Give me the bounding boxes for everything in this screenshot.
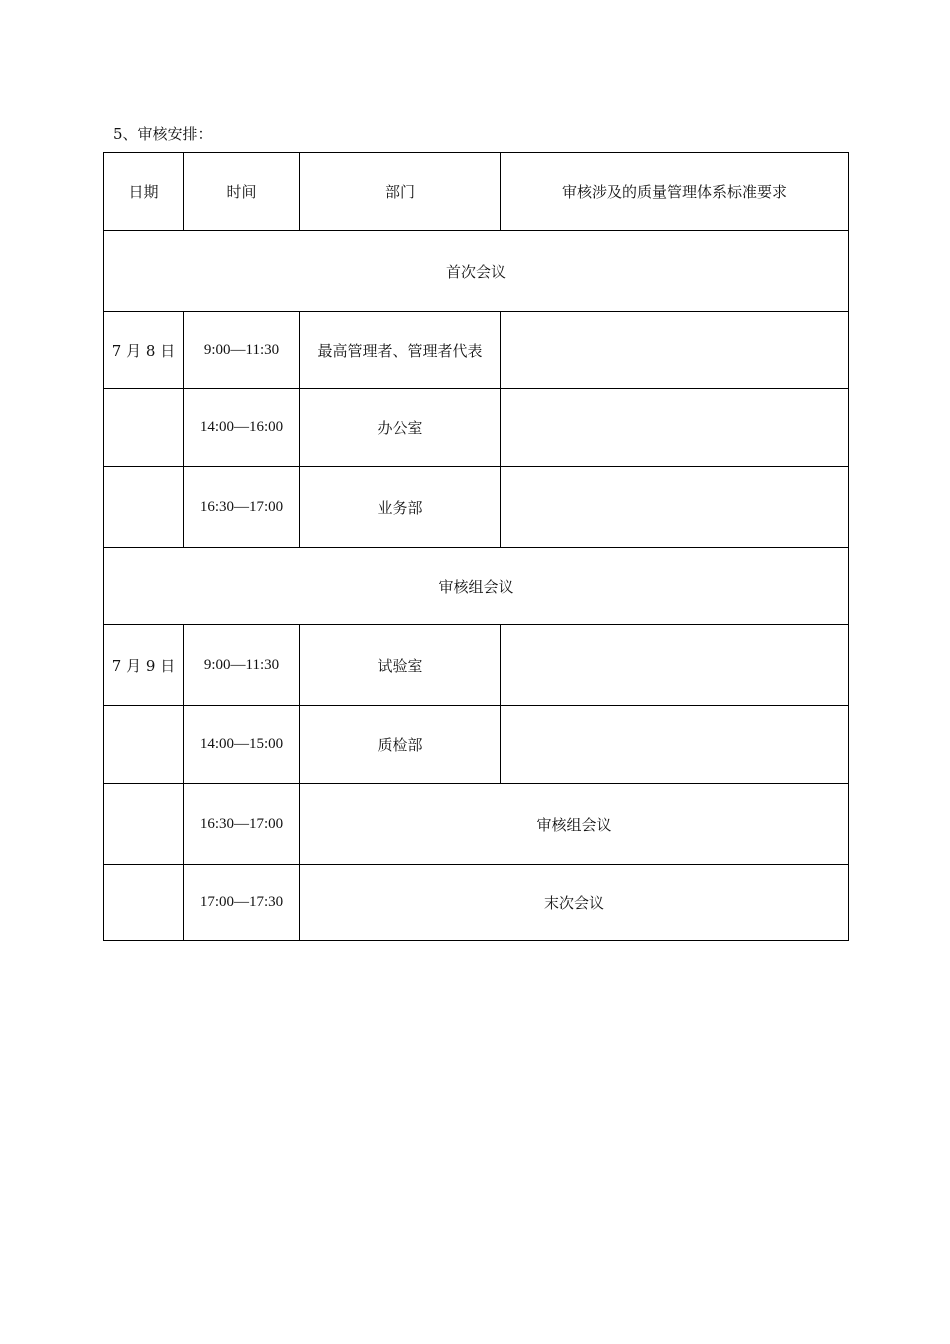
date-cell: 7 月 8 日 [104, 312, 184, 389]
table-row [104, 865, 849, 941]
opening-meeting-row [104, 231, 849, 312]
requirements-cell [501, 467, 849, 548]
time-cell: 17:00—17:30 [184, 865, 300, 941]
opening-meeting-cell: 首次会议 [104, 231, 849, 312]
department-cell: 办公室 [300, 389, 501, 467]
time-cell: 9:00—11:30 [184, 312, 300, 389]
team-meeting-cell: 审核组会议 [104, 548, 849, 625]
requirements-cell [501, 625, 849, 706]
header-requirements: 审核涉及的质量管理体系标准要求 [501, 153, 849, 231]
table-row [104, 389, 849, 467]
section-title: 5、审核安排： [113, 125, 213, 143]
header-row [104, 153, 849, 231]
audit-schedule-table [103, 152, 849, 941]
header-time: 时间 [184, 153, 300, 231]
time-cell: 14:00—16:00 [184, 389, 300, 467]
requirements-cell [501, 312, 849, 389]
date-cell [104, 389, 184, 467]
merged-activity-cell: 末次会议 [300, 865, 849, 941]
date-cell: 7 月 9 日 [104, 625, 184, 706]
header-date: 日期 [104, 153, 184, 231]
time-cell: 16:30—17:00 [184, 467, 300, 548]
date-cell [104, 784, 184, 865]
time-cell: 14:00—15:00 [184, 706, 300, 784]
team-meeting-row [104, 548, 849, 625]
table-row [104, 784, 849, 865]
date-cell [104, 706, 184, 784]
table-row [104, 625, 849, 706]
requirements-cell [501, 389, 849, 467]
table-row [104, 467, 849, 548]
time-cell: 16:30—17:00 [184, 784, 300, 865]
table-row [104, 312, 849, 389]
department-cell: 试验室 [300, 625, 501, 706]
requirements-cell [501, 706, 849, 784]
table-row [104, 706, 849, 784]
merged-activity-cell: 审核组会议 [300, 784, 849, 865]
date-cell [104, 865, 184, 941]
department-cell: 业务部 [300, 467, 501, 548]
header-department: 部门 [300, 153, 501, 231]
time-cell: 9:00—11:30 [184, 625, 300, 706]
department-cell: 最高管理者、管理者代表 [300, 312, 501, 389]
date-cell [104, 467, 184, 548]
department-cell: 质检部 [300, 706, 501, 784]
